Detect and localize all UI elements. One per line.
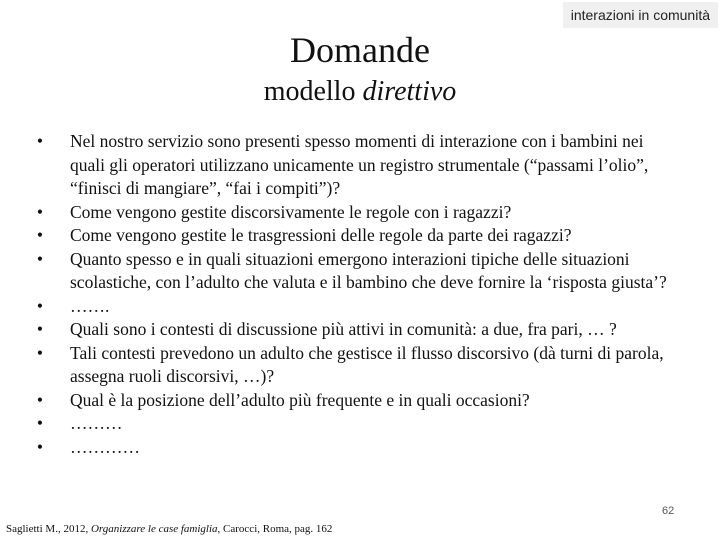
list-item	[30, 436, 680, 460]
list-item-text: Tali contesti prevedono un adulto che gestisce il flusso discorsivo (dà turni di parola, assegna ruoli discorsivi, …)?	[70, 342, 664, 386]
list-item-text: …….	[70, 295, 110, 316]
page-number: 62	[662, 505, 675, 517]
list-item	[30, 389, 680, 413]
list-item-text: Quali sono i contesti di discussione più attivi in comunità: a due, fra pari, … ?	[70, 319, 617, 339]
list-item	[30, 295, 680, 319]
list-item-text: …………	[70, 436, 140, 457]
bullet-icon: •	[36, 201, 44, 222]
list-item	[30, 130, 680, 201]
bullet-icon: •	[36, 436, 44, 457]
slide-title: Domande	[290, 30, 430, 70]
list-item-text: Qual è la posizione dell’adulto più frequente e in quali occasioni?	[70, 389, 530, 410]
list-item-text: Come vengono gestite le trasgressioni delle regole da parte dei ragazzi?	[70, 225, 572, 245]
list-item	[30, 248, 680, 295]
list-item	[30, 342, 680, 389]
list-item-text: Come vengono gestite discorsivamente le regole con i ragazzi?	[70, 201, 512, 222]
bullet-icon: •	[36, 389, 44, 410]
bullet-icon: •	[36, 413, 44, 433]
list-item-text: Nel nostro servizio sono presenti spesso momenti di interazione con i bambini nei quali gli operatori utilizzano unicamente un registro strumentale (“passami l’olio”, “finisci di mangiare”, “fai i compiti”)?	[70, 131, 649, 198]
list-item	[30, 412, 680, 436]
bullet-icon: •	[36, 225, 44, 245]
topic-tag: interazioni in comunità	[563, 2, 718, 28]
slide-subtitle	[0, 74, 720, 110]
bullet-icon: •	[36, 131, 44, 151]
bullet-icon: •	[36, 248, 44, 269]
bullet-icon: •	[36, 295, 44, 316]
subtitle-italic: direttivo	[362, 76, 457, 107]
subtitle-plain: modello	[263, 76, 363, 107]
list-item	[30, 201, 680, 225]
citation-after: , Carocci, Roma, pag. 162	[217, 523, 333, 535]
citation-before: Saglietti M., 2012,	[6, 523, 91, 535]
citation	[6, 523, 332, 535]
question-list	[30, 130, 680, 459]
citation-title: Organizzare le case famiglia	[90, 523, 218, 535]
list-item	[30, 318, 680, 342]
list-item-text: Quanto spesso e in quali situazioni emergono interazioni tipiche delle situazioni scolastiche, con l’adulto che valuta e il bambino che deve fornire la ‘risposta giusta’?	[70, 248, 667, 292]
list-item	[30, 224, 680, 248]
bullet-icon: •	[36, 319, 44, 339]
bullet-icon: •	[36, 342, 44, 363]
list-item-text: ………	[70, 413, 123, 433]
